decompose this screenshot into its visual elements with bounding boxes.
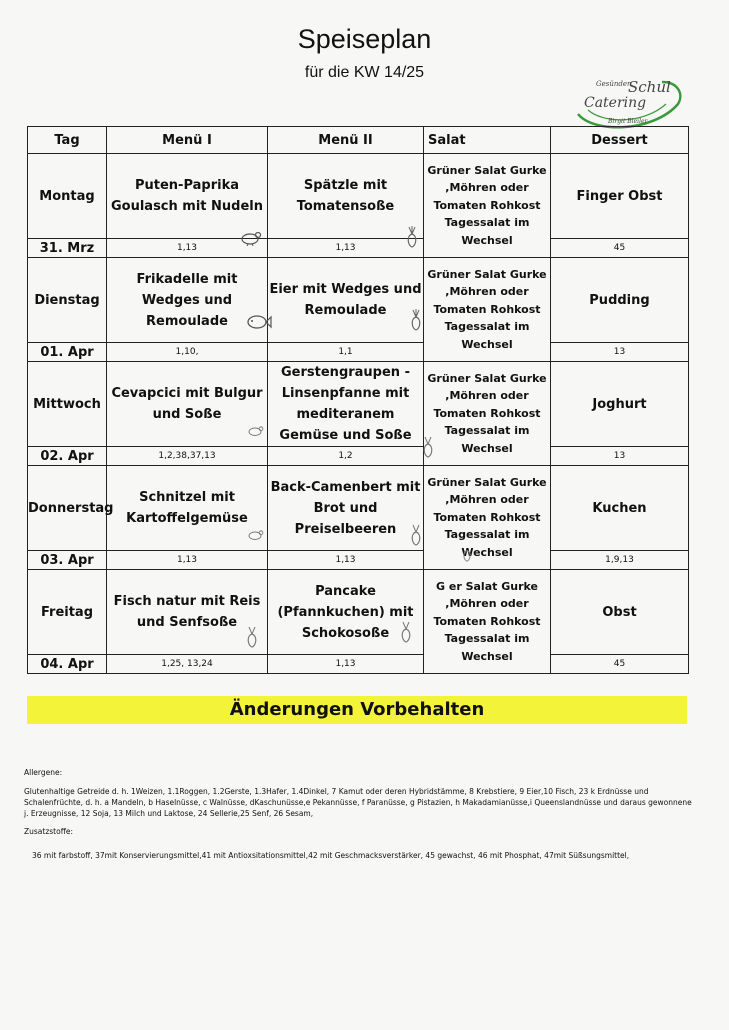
day-name: Freitag [28,570,107,655]
table-row [28,570,689,655]
menu1-codes: 1,10, [107,343,268,362]
menu1-codes: 1,13 [107,239,268,258]
header-tag: Tag [28,127,107,154]
salat-text: Grüner Salat Gurke ,Möhren oder Tomaten Rohkost Tagessalat im Wechsel [424,154,551,258]
header-menu1: Menü I [107,127,268,154]
menu1-dish: Frikadelle mit Wedges und Remoulade [107,258,268,343]
menu2-codes: 1,13 [268,655,424,674]
dessert-codes: 1,9,13 [551,551,689,570]
radish-icon [398,620,414,644]
menu2-codes: 1,1 [268,343,424,362]
menu1-codes: 1,13 [107,551,268,570]
changes-reserved-banner: Änderungen Vorbehalten [27,696,687,724]
dessert-codes: 45 [551,239,689,258]
chicken-icon [246,424,264,438]
page-subtitle: für die KW 14/25 [304,64,425,81]
day-date: 02. Apr [28,447,107,466]
table-row [28,466,689,551]
salat-text: Grüner Salat Gurke ,Möhren oder Tomaten Rohkost Tagessalat im Wechsel [424,362,551,466]
menu2-codes: 1,13 [268,239,424,258]
day-date: 03. Apr [28,551,107,570]
radish-icon [244,626,260,648]
allergens-label: Allergene: [24,768,63,777]
table-row-codes [28,239,689,258]
table-row-codes [28,447,689,466]
menu1-codes: 1,25, 13,24 [107,655,268,674]
logo-line2: Schul [628,78,671,96]
header-dessert: Dessert [551,127,689,154]
radish-icon [408,524,424,546]
logo-line1: Gesünder [596,80,631,88]
menu2-codes: 1,13 [268,551,424,570]
table-row [28,154,689,239]
table-row [28,258,689,343]
table-row-codes [28,343,689,362]
day-date: 01. Apr [28,343,107,362]
dessert-text: Kuchen [551,466,689,551]
salat-text: Grüner Salat Gurke ,Möhren oder Tomaten Rohkost Tagessalat im Wechsel [424,258,551,362]
radish-icon [404,226,420,248]
page-title: Speiseplan [297,24,432,54]
menu2-dish: Back-Camenbert mit Brot und Preiselbeeren [268,466,424,551]
menu1-codes: 1,2,38,37,13 [107,447,268,466]
additives-text: 36 mit farbstoff, 37mit Konservierungsmittel,41 mit Antioxsitationsmittel,42 mit Geschmacksverstärker, 45 gewachst, 46 mit Phosphat, 47mit Süßsungsmittel, [32,851,630,860]
menu2-codes: 1,2 [268,447,424,466]
logo-line4: Birgit Bleiler [608,118,648,125]
dessert-text: Pudding [551,258,689,343]
menu2-dish: Spätzle mit Tomatensoße [268,154,424,239]
allergens-text: Glutenhaltige Getreide d. h. 1Weizen, 1.1Roggen, 1.2Gerste, 1.3Hafer, 1.4Dinkel, 7 Kamut oder deren Hybridstämme, 8 Krebstiere, 9 Eier,10 Fisch, 23 k Erdnüsse und Schalenfrüchte, d. h. a Mandeln, b Haselnüsse, c Walnüsse, dKaschunüsse,e Pekannüsse, f Paranüsse, g Pistazien, h Makadamianüsse,i Queenslandnüsse und daraus gewonnene j. Erzeugnisse, 12 Soja, 13 Milch und Laktose, 24 Sellerie,25 Senf, 26 Sesam, [24,787,692,818]
menu2-dish: Eier mit Wedges und Remoulade [268,258,424,343]
menu-table [27,126,689,674]
day-date: 31. Mrz [28,239,107,258]
chicken-icon [238,230,262,246]
dessert-codes: 45 [551,655,689,674]
table-row-codes [28,655,689,674]
chicken-icon [246,528,264,542]
fish-icon [246,312,272,332]
radish-icon [408,308,424,332]
logo-line3: Catering [584,95,647,111]
additives-label: Zusatzstoffe: [24,827,74,836]
table-header-row [28,127,689,154]
day-name: Donnerstag [28,466,107,551]
menu1-dish: Fisch natur mit Reis und Senfsoße [107,570,268,655]
day-name: Dienstag [28,258,107,343]
day-name: Mittwoch [28,362,107,447]
day-date: 04. Apr [28,655,107,674]
radish-icon [420,436,436,458]
menu2-dish: Pancake (Pfannkuchen) mit Schokosoße [268,570,424,655]
dessert-codes: 13 [551,447,689,466]
menu1-dish: Schnitzel mit Kartoffelgemüse [107,466,268,551]
dessert-text: Joghurt [551,362,689,447]
header-salat: Salat [424,127,551,154]
radish-icon [460,544,474,562]
menu1-text: Puten-Paprika Goulasch mit Nudeln [110,178,264,214]
menu1-dish: Cevapcici mit Bulgur und Soße [107,362,268,447]
salat-text: G er Salat Gurke ,Möhren oder Tomaten Rohkost Tagessalat im Wechsel [424,570,551,674]
menu1-dish [107,154,268,239]
dessert-text: Finger Obst [551,154,689,239]
table-row-codes [28,551,689,570]
dessert-codes: 13 [551,343,689,362]
menu2-dish: Gerstengraupen - Linsenpfanne mit mediteranem Gemüse und Soße [268,362,424,447]
table-row [28,362,689,447]
header-menu2: Menü II [268,127,424,154]
dessert-text: Obst [551,570,689,655]
day-name: Montag [28,154,107,239]
salat-text: Grüner Salat Gurke ,Möhren oder Tomaten Rohkost Tagessalat im Wechsel [424,466,551,570]
